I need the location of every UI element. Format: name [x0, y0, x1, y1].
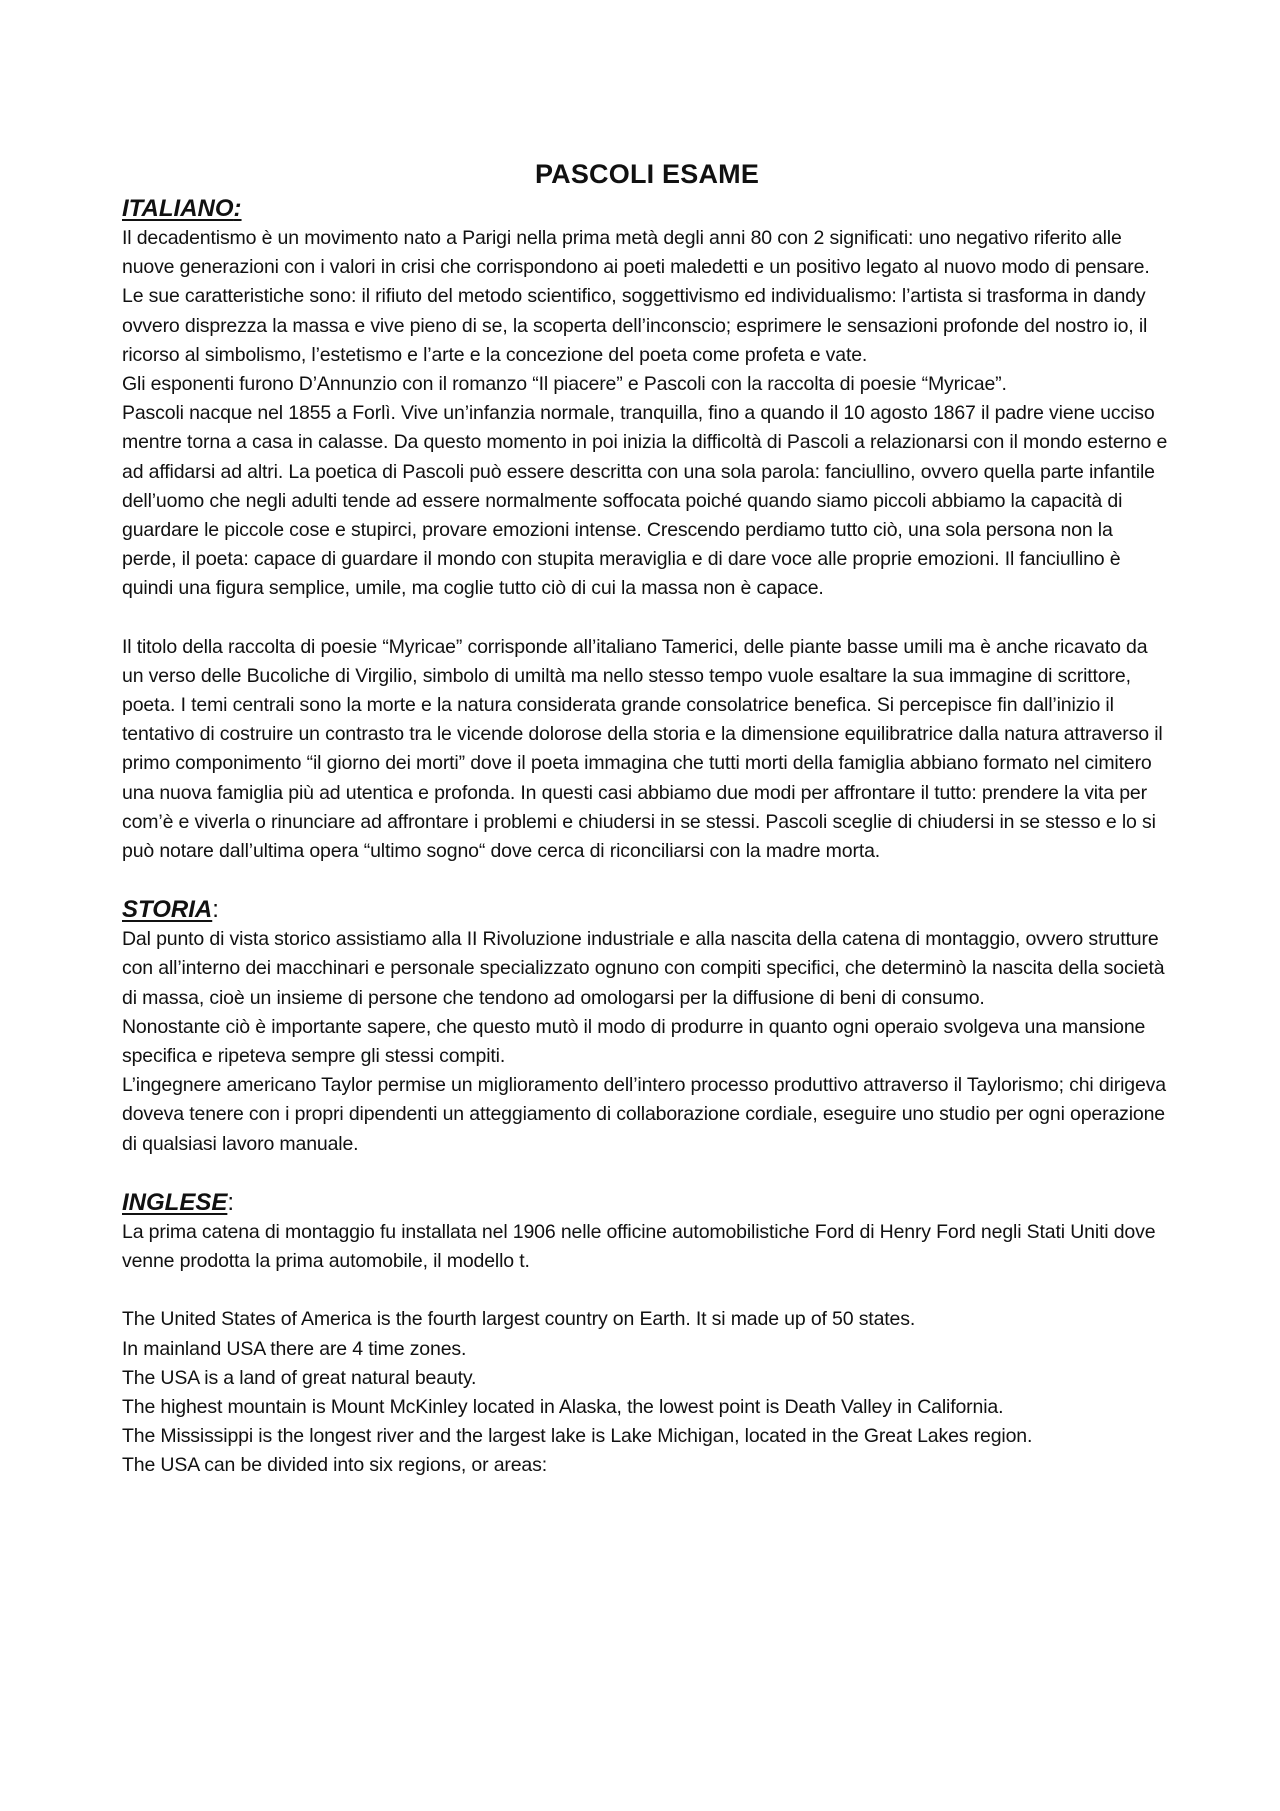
- paragraph: The highest mountain is Mount McKinley located in Alaska, the lowest point is Death Valley in California.: [122, 1395, 1004, 1418]
- paragraph: In mainland USA there are 4 time zones.: [122, 1337, 467, 1360]
- page-title: PASCOLI ESAME: [534, 159, 760, 189]
- section-inglese: [122, 1188, 1172, 1481]
- paragraph: L’ingegnere americano Taylor permise un miglioramento dell’intero processo produttivo attraverso il Taylorismo; chi dirigeva doveva tenere con i propri dipendenti un atteggiamento di collaborazione cordiale, eseguire uno studio per ogni operazione di qualsiasi lavoro manuale.: [122, 1074, 1166, 1155]
- paragraph: The United States of America is the fourth largest country on Earth. It si made up of 50 states.: [122, 1308, 916, 1331]
- section-heading-colon: :: [233, 195, 242, 222]
- paragraph-spacer: [122, 1276, 1172, 1305]
- section-heading-inglese: [122, 1188, 1172, 1218]
- paragraph: The Mississippi is the longest river and the largest lake is Lake Michigan, located in the Great Lakes region.: [122, 1425, 1033, 1448]
- paragraph: Il decadentismo è un movimento nato a Parigi nella prima metà degli anni 80 con 2 significati: uno negativo riferito alle nuove generazioni con i valori in crisi che corrispondono ai poeti maledetti e un positivo legato al nuovo modo di pensare.: [122, 227, 1150, 279]
- section-spacer: [122, 1159, 1172, 1188]
- paragraph: The USA can be divided into six regions, or areas:: [122, 1454, 547, 1477]
- paragraph: Le sue caratteristiche sono: il rifiuto del metodo scientifico, soggettivismo ed individualismo: l’artista si trasforma in dandy ovvero disprezza la massa e vive pieno di se, la scoperta dell’inconscio; esprimere le sensazioni profonde del nostro io, il ricorso al simbolismo, l’estetismo e l’arte e la concezione del poeta come profeta e vate.: [122, 285, 1148, 366]
- section-italiano: [122, 194, 1172, 866]
- paragraph: La prima catena di montaggio fu installata nel 1906 nelle officine automobilistiche Ford di Henry Ford negli Stati Uniti dove venne prodotta la prima automobile, il modello t.: [122, 1220, 1156, 1273]
- section-storia: [122, 895, 1172, 1159]
- section-heading-storia: [122, 895, 1172, 925]
- paragraph: Gli esponenti furono D’Annunzio con il romanzo “Il piacere” e Pascoli con la raccolta di poesie “Myricae”.: [122, 373, 1007, 396]
- section-spacer: [122, 866, 1172, 895]
- section-heading-colon: :: [212, 896, 219, 924]
- section-heading-text: STORIA: [122, 896, 213, 924]
- section-heading-colon: :: [227, 1188, 235, 1216]
- section-heading-italiano: [122, 194, 1172, 224]
- paragraph: Nonostante ciò è importante sapere, che questo mutò il modo di produrre in quanto ogni operaio svolgeva una mansione specifica e ripeteva sempre gli stessi compiti.: [122, 1015, 1146, 1068]
- paragraph: Pascoli nacque nel 1855 a Forlì. Vive un’infanzia normale, tranquilla, fino a quando il 10 agosto 1867 il padre viene ucciso mentre torna a casa in calasse. Da questo momento in poi inizia la difficoltà di Pascoli a relazionarsi con il mondo esterno e ad affidarsi ad altri. La poetica di Pascoli può essere descritta con una sola parola: fanciullino, ovvero quella parte infantile dell’uomo che negli adulti tende ad essere normalmente soffocata poiché quando siamo piccoli abbiamo la capacità di guardare le piccole cose e stupirci, provare emozioni intense. Crescendo perdiamo tutto ciò, una sola persona non la perde, il poeta: capace di guardare il mondo con stupita meraviglia e di dare voce alle proprie emozioni. Il fanciullino è quindi una figura semplice, umile, ma coglie tutto ciò di cui la massa non è capace.: [122, 402, 1168, 600]
- section-heading-text: INGLESE: [122, 1188, 228, 1216]
- paragraph-spacer: [122, 604, 1172, 633]
- paragraph: Il titolo della raccolta di poesie “Myricae” corrisponde all’italiano Tamerici, delle piante basse umili ma è anche ricavato da un verso delle Bucoliche di Virgilio, simbolo di umiltà ma nello stesso tempo vuole esaltare la sua immagine di scrittore, poeta. I temi centrali sono la morte e la natura considerata grande consolatrice benefica. Si percepisce fin dall’inizio il tentativo di costruire un contrasto tra le vicende dolorose della storia e la dimensione equilibratrice dalla natura attraverso il primo componimento “il giorno dei morti” dove il poeta immagina che tutti morti della famiglia abbiano formato nel cimitero una nuova famiglia più ad utentica e profonda. In questi casi abbiamo due modi per affrontare il tutto: prendere la vita per com’è e viverla o rinunciare ad affrontare i problemi e chiudersi in se stessi. Pascoli sceglie di chiudersi in se stesso e lo si può notare dall’ultima opera “ultimo sogno“ dove cerca di riconciliarsi con la madre morta.: [122, 635, 1163, 863]
- paragraph: The USA is a land of great natural beauty.: [122, 1366, 477, 1389]
- section-heading-text: ITALIANO: [122, 195, 234, 222]
- paragraph: Dal punto di vista storico assistiamo alla II Rivoluzione industriale e alla nascita della catena di montaggio, ovvero strutture con all’interno dei macchinari e personale specializzato ognuno con compiti specifici, che determinò la nascita della società di massa, cioè un insieme di persone che tendono ad omologarsi per la diffusione di beni di consumo.: [122, 928, 1165, 1009]
- document-page: [122, 156, 1172, 1481]
